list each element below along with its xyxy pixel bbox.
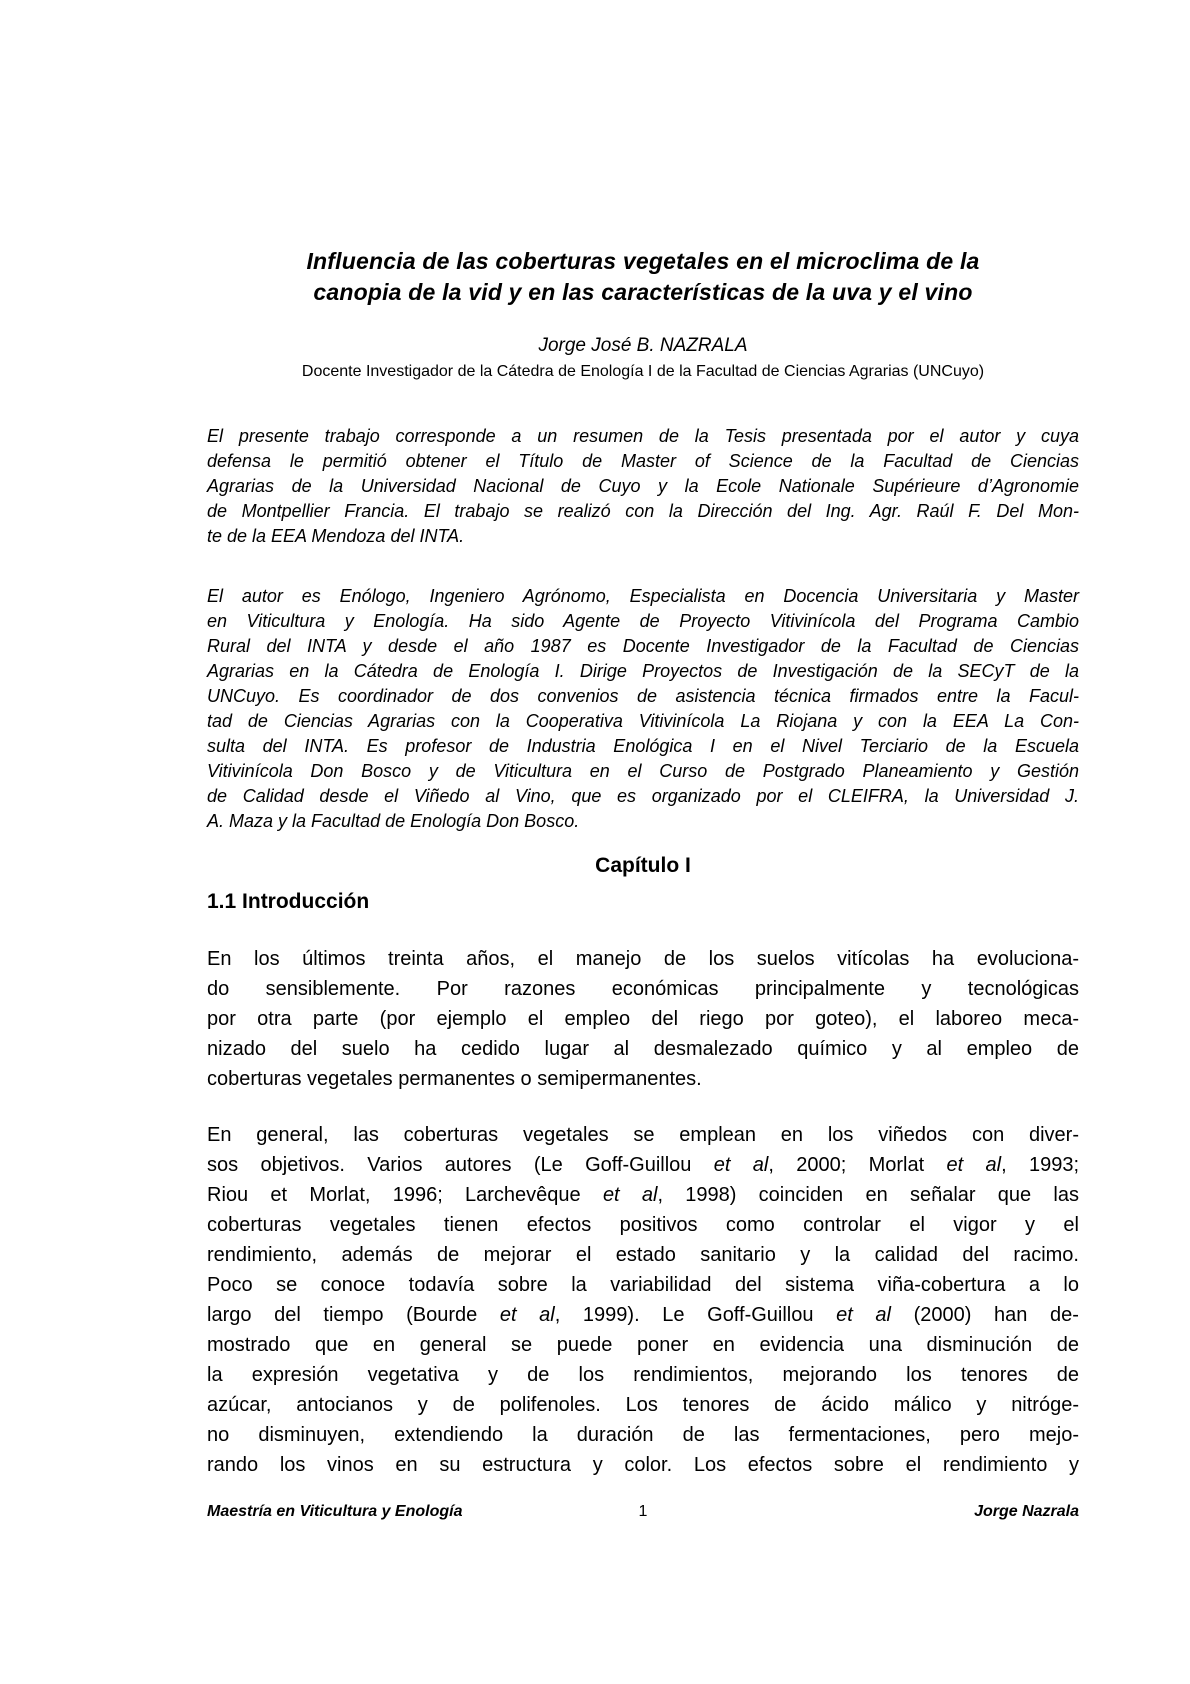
author-bio-paragraph bbox=[207, 584, 1079, 834]
text-line: UNCuyo. Es coordinador de dos convenios de asistencia técnica firmados entre la Facul- bbox=[207, 686, 1079, 706]
document-title-line1: Influencia de las coberturas vegetales en el microclima de la bbox=[306, 248, 980, 274]
section-heading: 1.1 Introducción bbox=[207, 890, 370, 913]
text-line: sulta del INTA. Es profesor de Industria Enológica I en el Nivel Terciario de la Escuela bbox=[207, 736, 1079, 756]
text-line: Poco se conoce todavía sobre la variabilidad del sistema viña-cobertura a lo bbox=[207, 1274, 1079, 1296]
text-line: de Calidad desde el Viñedo al Vino, que es organizado por el CLEIFRA, la Universidad J. bbox=[207, 786, 1079, 806]
footer-course-title: Maestría en Viticultura y Enología bbox=[207, 1503, 463, 1520]
text-line: Agrarias de la Universidad Nacional de Cuyo y la Ecole Nationale Supérieure d’Agronomie bbox=[207, 476, 1079, 496]
text-line: coberturas vegetales tienen efectos positivos como controlar el vigor y el bbox=[207, 1214, 1079, 1236]
text-line: nizado del suelo ha cedido lugar al desmalezado químico y al empleo de bbox=[207, 1038, 1079, 1060]
body-paragraph bbox=[207, 944, 1079, 1094]
text-line: En los últimos treinta años, el manejo de los suelos vitícolas ha evoluciona- bbox=[207, 948, 1079, 970]
text-line: coberturas vegetales permanentes o semipermanentes. bbox=[207, 1068, 702, 1090]
text-line: rando los vinos en su estructura y color. Los efectos sobre el rendimiento y bbox=[207, 1454, 1079, 1476]
footer-author-name: Jorge Nazrala bbox=[974, 1503, 1080, 1520]
text-line: rendimiento, además de mejorar el estado sanitario y la calidad del racimo. bbox=[207, 1244, 1079, 1266]
text-line: mostrado que en general se puede poner en evidencia una disminución de bbox=[207, 1334, 1079, 1356]
author-name: Jorge José B. NAZRALA bbox=[538, 335, 748, 356]
text-line: Agrarias en la Cátedra de Enología I. Dirige Proyectos de Investigación de la SECyT de la bbox=[207, 661, 1079, 681]
text-line: no disminuyen, extendiendo la duración de las fermentaciones, pero mejo- bbox=[207, 1424, 1079, 1446]
text-line: tad de Ciencias Agrarias con la Cooperativa Vitivinícola La Riojana y con la EEA La Con- bbox=[207, 711, 1079, 731]
text-line: Riou et Morlat, 1996; Larchevêque et al, 1998) coinciden en señalar que las bbox=[207, 1184, 1079, 1206]
text-line: en Viticultura y Enología. Ha sido Agente de Proyecto Vitivinícola del Programa Cambio bbox=[207, 611, 1079, 631]
body-paragraph bbox=[207, 1120, 1079, 1480]
text-line: Rural del INTA y desde el año 1987 es Docente Investigador de la Facultad de Ciencias bbox=[207, 636, 1079, 656]
text-line: por otra parte (por ejemplo el empleo del riego por goteo), el laboreo meca- bbox=[207, 1008, 1079, 1030]
text-line: El presente trabajo corresponde a un resumen de la Tesis presentada por el autor y cuya bbox=[207, 426, 1079, 446]
footer-page-number: 1 bbox=[638, 1503, 648, 1520]
text-line: El autor es Enólogo, Ingeniero Agrónomo, Especialista en Docencia Universitaria y Master bbox=[207, 586, 1079, 606]
page-footer bbox=[207, 1502, 1079, 1522]
document-title bbox=[207, 246, 1079, 308]
text-line: En general, las coberturas vegetales se emplean en los viñedos con diver- bbox=[207, 1124, 1079, 1146]
text-line: sos objetivos. Varios autores (Le Goff-Guillou et al, 2000; Morlat et al, 1993; bbox=[207, 1154, 1079, 1176]
text-line: azúcar, antocianos y de polifenoles. Los tenores de ácido málico y nitróge- bbox=[207, 1394, 1079, 1416]
text-line: te de la EEA Mendoza del INTA. bbox=[207, 526, 465, 546]
text-line: A. Maza y la Facultad de Enología Don Bosco. bbox=[207, 811, 580, 831]
text-line: de Montpellier Francia. El trabajo se realizó con la Dirección del Ing. Agr. Raúl F. Del Mon- bbox=[207, 501, 1079, 521]
chapter-heading: Capítulo I bbox=[595, 854, 691, 877]
author-affiliation: Docente Investigador de la Cátedra de Enología I de la Facultad de Ciencias Agrarias (UNCuyo) bbox=[301, 363, 985, 380]
text-line: largo del tiempo (Bourde et al, 1999). Le Goff-Guillou et al (2000) han de- bbox=[207, 1304, 1079, 1326]
page-content bbox=[207, 0, 1079, 1480]
document-title-line2: canopia de la vid y en las características de la uva y el vino bbox=[313, 279, 973, 305]
text-line: la expresión vegetativa y de los rendimientos, mejorando los tenores de bbox=[207, 1364, 1079, 1386]
text-line: do sensiblemente. Por razones económicas principalmente y tecnológicas bbox=[207, 978, 1079, 1000]
text-line: defensa le permitió obtener el Título de Master of Science de la Facultad de Ciencias bbox=[207, 451, 1079, 471]
abstract-paragraph bbox=[207, 424, 1079, 549]
text-line: Vitivinícola Don Bosco y de Viticultura en el Curso de Postgrado Planeamiento y Gestión bbox=[207, 761, 1079, 781]
